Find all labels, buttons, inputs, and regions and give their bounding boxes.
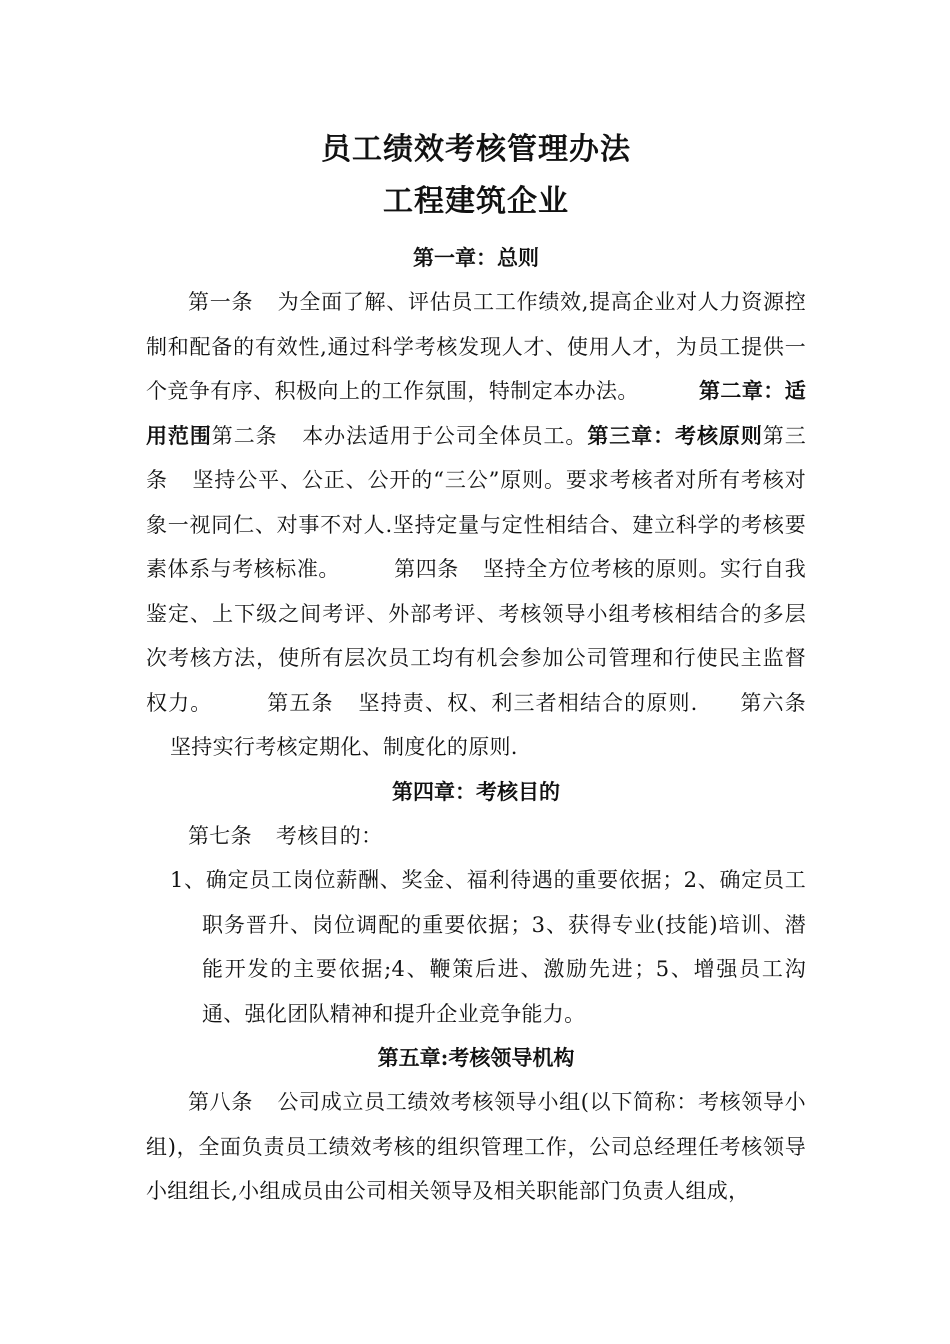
article-3-text: 坚持公平、公正、公开的“三公”原则。要求考核者对所有考核对象一视同仁、对事不对人.坚持定量与定性相结合、建立科学的考核要素体系与考核标准。 xyxy=(146,468,806,581)
article-7-list: 1、确定员工岗位薪酬、奖金、福利待遇的重要依据；2、确定员工职务晋升、岗位调配的重要依据；3、获得专业(技能)培训、潜能开发的主要依据;4、鞭策后进、激励先进；5、增强员工沟通、强化团队精神和提升企业竞争能力。 xyxy=(170,868,806,1026)
document-page xyxy=(146,126,806,1214)
chapter-2-heading: 第二章：适用范围 xyxy=(146,378,807,448)
article-8-paragraph xyxy=(146,1080,806,1214)
article-8-label: 第八条 xyxy=(188,1090,254,1114)
article-7-text: 考核目的： xyxy=(275,823,383,848)
articles-1-6-paragraph xyxy=(146,280,806,770)
article-2-text: 本办法适用于公司全体员工。 xyxy=(301,423,588,448)
article-8-text: 公司成立员工绩效考核领导小组(以下简称：考核领导小组)，全面负责员工绩效考核的组织管理工作，公司总经理任考核领导小组组长,小组成员由公司相关领导及相关职能部门负责人组成， xyxy=(146,1090,806,1203)
article-6-label: 第六条 xyxy=(739,690,806,715)
document-subtitle: 工程建筑企业 xyxy=(383,184,569,219)
article-2-label: 第二条 xyxy=(211,423,278,448)
article-7-label: 第七条 xyxy=(188,823,252,848)
chapter-5-heading: 第五章:考核领导机构 xyxy=(377,1045,575,1070)
document-title: 员工绩效考核管理办法 xyxy=(321,132,631,167)
article-1-text: 为全面了解、评估员工工作绩效,提高企业对人力资源控制和配备的有效性,通过科学考核发现人才、使用人才，为员工提供一个竞争有序、积极向上的工作氛围，特制定本办法。 xyxy=(146,290,806,403)
article-5-text: 坚持责、权、利三者相结合的原则. xyxy=(357,690,698,715)
article-7-paragraph xyxy=(146,814,806,859)
article-4-text: 坚持全方位考核的原则。实行自我鉴定、上下级之间考评、外部考评、考核领导小组考核相结合的多层次考核方法，使所有层次员工均有机会参加公司管理和行使民主监督权力。 xyxy=(146,557,807,715)
article-3-label: 第三条 xyxy=(146,423,806,492)
article-6-text: 坚持实行考核定期化、制度化的原则. xyxy=(170,735,518,759)
article-1-label: 第一条 xyxy=(188,290,254,314)
chapter-1-heading: 第一章：总则 xyxy=(413,245,539,270)
chapter-4-heading: 第四章：考核目的 xyxy=(392,778,560,804)
article-5-label: 第五条 xyxy=(266,690,334,715)
article-4-label: 第四条 xyxy=(393,557,459,581)
chapter-3-heading: 第三章：考核原则 xyxy=(587,422,763,448)
